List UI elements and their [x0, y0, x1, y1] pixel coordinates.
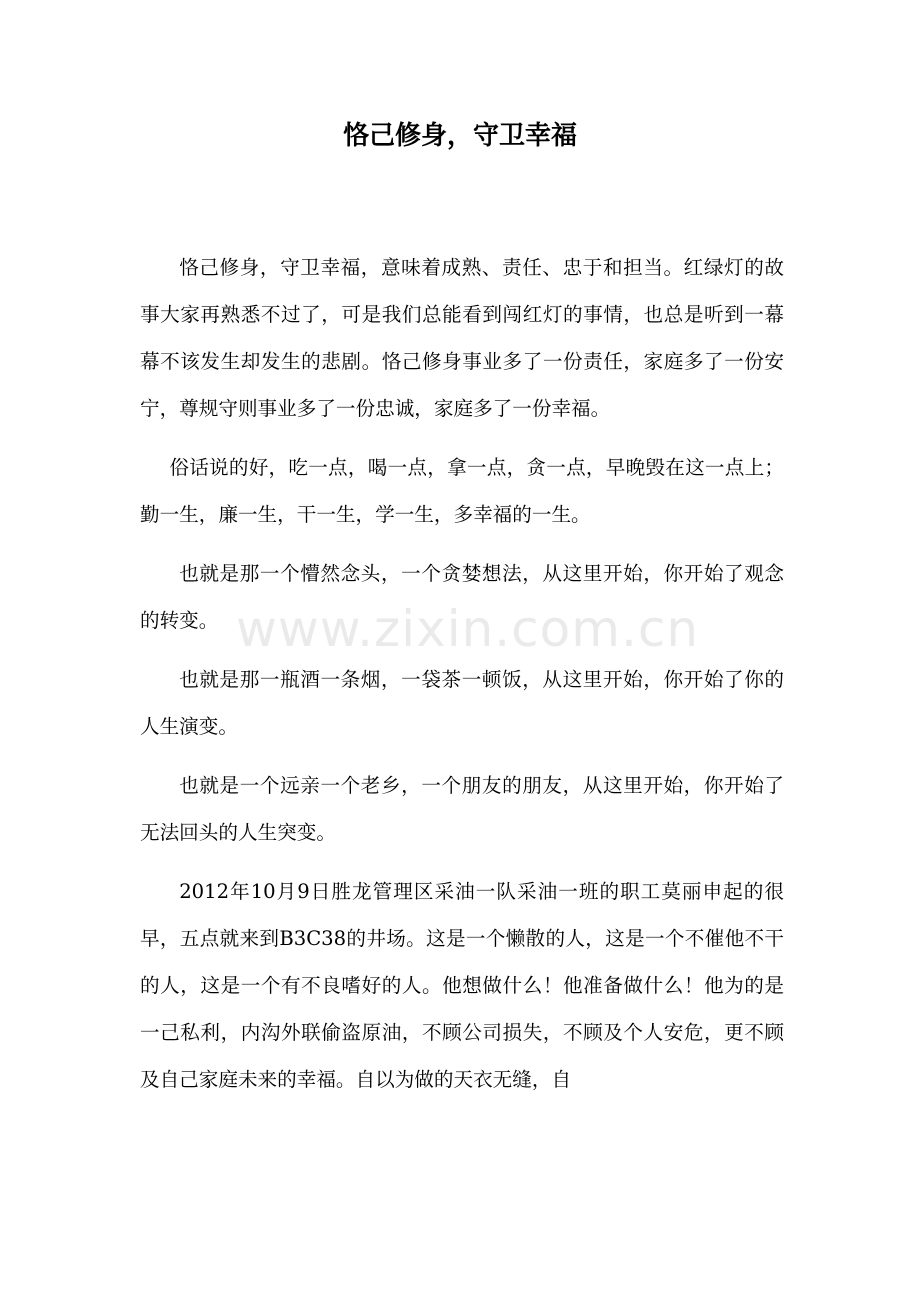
- document-body: [140, 244, 784, 1115]
- paragraph-3: 也就是那一个懵然念头，一个贪婪想法，从这里开始，你开始了观念的转变。: [140, 562, 784, 632]
- paragraph-4: 也就是那一瓶酒一条烟，一袋茶一顿饭，从这里开始，你开始了你的人生演变。: [140, 668, 784, 738]
- paragraph-6: 2012年10月9日胜龙管理区采油一队采油一班的职工莫丽申起的很早，五点就来到B3C38的井场。这是一个懒散的人，这是一个不催他不干的人，这是一个有不良嗜好的人。他想做什么！他准备做什么！他为的是一己私利，内沟外联偷盗原油，不顾公司损失，不顾及个人安危，更不顾及自己家庭未来的幸福。自以为做的天衣无缝，自: [140, 880, 784, 1091]
- paragraph-1: 恪己修身，守卫幸福，意味着成熟、责任、忠于和担当。红绿灯的故事大家再熟悉不过了，可是我们总能看到闯红灯的事情，也总是听到一幕幕不该发生却发生的悲剧。恪己修身事业多了一份责任，家庭多了一份安宁，尊规守则事业多了一份忠诚，家庭多了一份幸福。: [140, 256, 784, 420]
- page-title: 恪己修身，守卫幸福: [342, 121, 577, 151]
- paragraph-2: 俗话说的好，吃一点，喝一点，拿一点，贪一点，早晚毁在这一点上；勤一生，廉一生，干一生，学一生，多幸福的一生。: [140, 456, 784, 526]
- paragraph-5: 也就是一个远亲一个老乡，一个朋友的朋友，从这里开始，你开始了无法回头的人生突变。: [140, 774, 784, 844]
- watermark: www.zixin.com.cn: [236, 600, 700, 658]
